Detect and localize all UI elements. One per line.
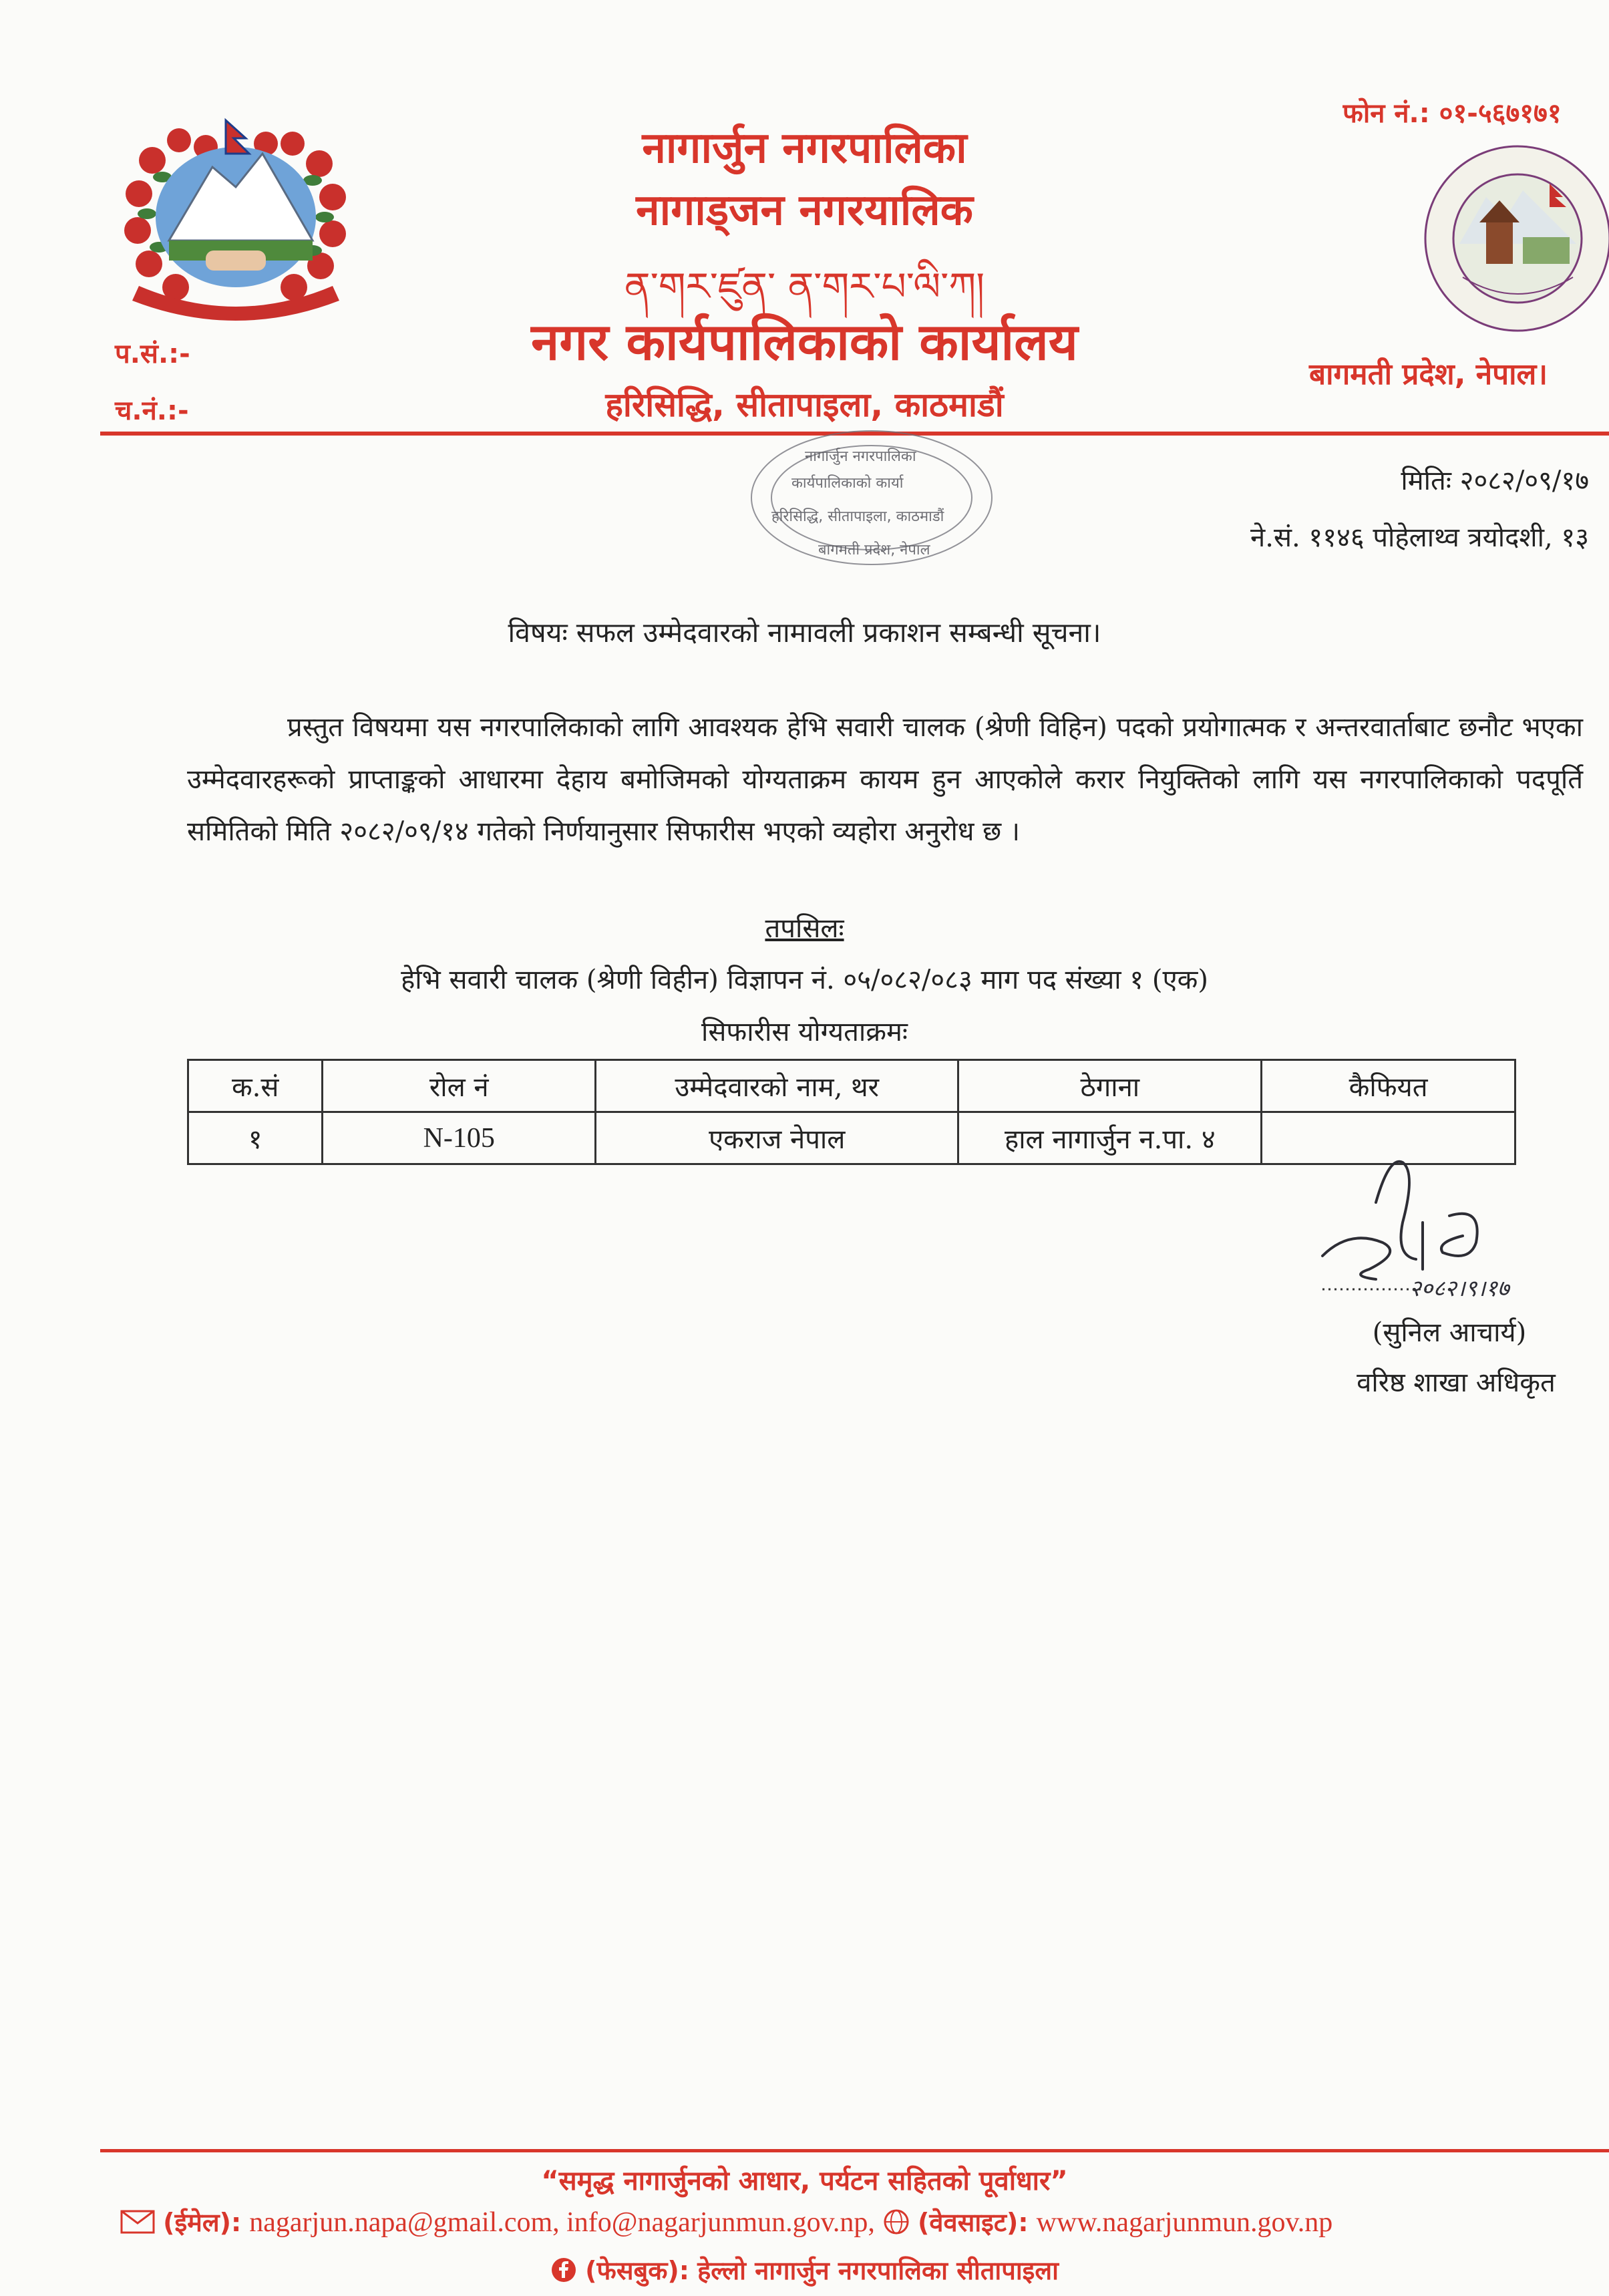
letter-date: मितिः २०८२/०९/१७ — [1401, 466, 1589, 496]
cell-candidate-name: एकराज नेपाल — [596, 1112, 958, 1164]
municipality-name-tibetan: ན་གར་ཛུན་ ན་གར་པ་ལི་ཀ། — [624, 264, 985, 309]
header-serial: क.सं — [188, 1060, 323, 1112]
stamp-line-3: हरिसिद्धि, सीतापाइला, काठमाडौं — [771, 508, 944, 525]
cell-address: हाल नागार्जुन न.पा. ४ — [958, 1112, 1262, 1164]
footer-contact-line — [120, 2204, 1590, 2241]
dispatch-number: च.नं.:- — [115, 395, 189, 426]
email-label: (ईमेल): — [163, 2208, 242, 2237]
facebook-page[interactable]: हेल्लो नागार्जुन नगरपालिका सीतापाइला — [697, 2256, 1059, 2285]
footer-divider — [100, 2149, 1609, 2152]
facebook-label: (फेसबुक): — [585, 2256, 689, 2285]
province-name: बागमती प्रदेश, नेपाल। — [1309, 357, 1548, 391]
phone-number: फोन नं.: ०१-५६७१७१ — [1343, 98, 1562, 129]
body-paragraph: प्रस्तुत विषयमा यस नगरपालिकाको लागि आवश्यक हेभि सवारी चालक (श्रेणी विहिन) पदको प्रयोगात्मक र अन्तरवार्ताबाट छनौट भएका उम्मेदवारहरूको प्राप्ताङ्कको आधारमा देहाय बमोजिमको योग्यताक्रम कायम हुन आएकोले करार नियुक्तिको लागि यस नगरपालिकाको पदपूर्ति समितिको मिति २०८२/०९/१४ गतेको निर्णयानुसार सिफारीस भएको व्यहोरा अनुरोध छ । — [187, 712, 1583, 847]
signature-date: २०८२।९।१७ — [1409, 1275, 1509, 1302]
website-label: (वेवसाइट): — [918, 2208, 1029, 2237]
website-link[interactable]: www.nagarjunmun.gov.np — [1036, 2207, 1333, 2238]
facebook-icon — [550, 2257, 577, 2289]
stamp-line-1: नागार्जुन नगरपालिका — [805, 448, 916, 465]
municipality-name-newari: नागाड्जन नगरयालिक — [636, 186, 973, 235]
municipality-name-nepali: नागार्जुन नगरपालिका — [642, 124, 967, 173]
details-heading: तपसिलः — [765, 913, 844, 944]
stamp-line-2: कार्यपालिकाको कार्या — [791, 475, 904, 492]
nepal-sambat-date: ने.सं. ११४६ पोहेलाथ्व त्रयोदशी, १३ — [1250, 522, 1589, 553]
cell-roll-no: N-105 — [323, 1112, 596, 1164]
office-address: हरिसिद्धि, सीतापाइला, काठमाडौं — [605, 385, 1004, 424]
footer-slogan: “समृद्ध नागार्जुनको आधार, पर्यटन सहितको पूर्वाधार” — [541, 2166, 1068, 2196]
office-name: नगर कार्यपालिकाको कार्यालय — [531, 312, 1078, 371]
email-icon — [120, 2210, 155, 2240]
post-details: हेभि सवारी चालक (श्रेणी विहीन) विज्ञापन नं. ०५/०८२/०८३ माग पद संख्या १ (एक) — [401, 965, 1208, 995]
ranking-heading: सिफारीस योग्यताक्रमः — [701, 1017, 908, 1047]
signatory-name: (सुनिल आचार्य) — [1372, 1317, 1527, 1348]
header-candidate-name: उम्मेदवारको नाम, थर — [596, 1060, 958, 1112]
cell-serial: १ — [188, 1112, 323, 1164]
header-address: ठेगाना — [958, 1060, 1262, 1112]
handwritten-signature — [1309, 1142, 1596, 1329]
stamp-line-4: बागमती प्रदेश, नेपाल — [818, 542, 930, 558]
email-addresses[interactable]: nagarjun.napa@gmail.com, info@nagarjunmun.gov.np, — [249, 2207, 875, 2238]
signatory-designation: वरिष्ठ शाखा अधिकृत — [1357, 1367, 1556, 1398]
office-stamp — [745, 428, 999, 575]
globe-icon — [883, 2208, 910, 2241]
footer-facebook-line — [0, 2253, 1609, 2289]
header-remarks: कैफियत — [1262, 1060, 1515, 1112]
table-header-row — [188, 1060, 1515, 1112]
header-roll-no: रोल नं — [323, 1060, 596, 1112]
subject-line: विषयः सफल उम्मेदवारको नामावली प्रकाशन सम्बन्धी सूचना। — [508, 617, 1101, 649]
letter-number: प.सं.:- — [115, 339, 190, 369]
